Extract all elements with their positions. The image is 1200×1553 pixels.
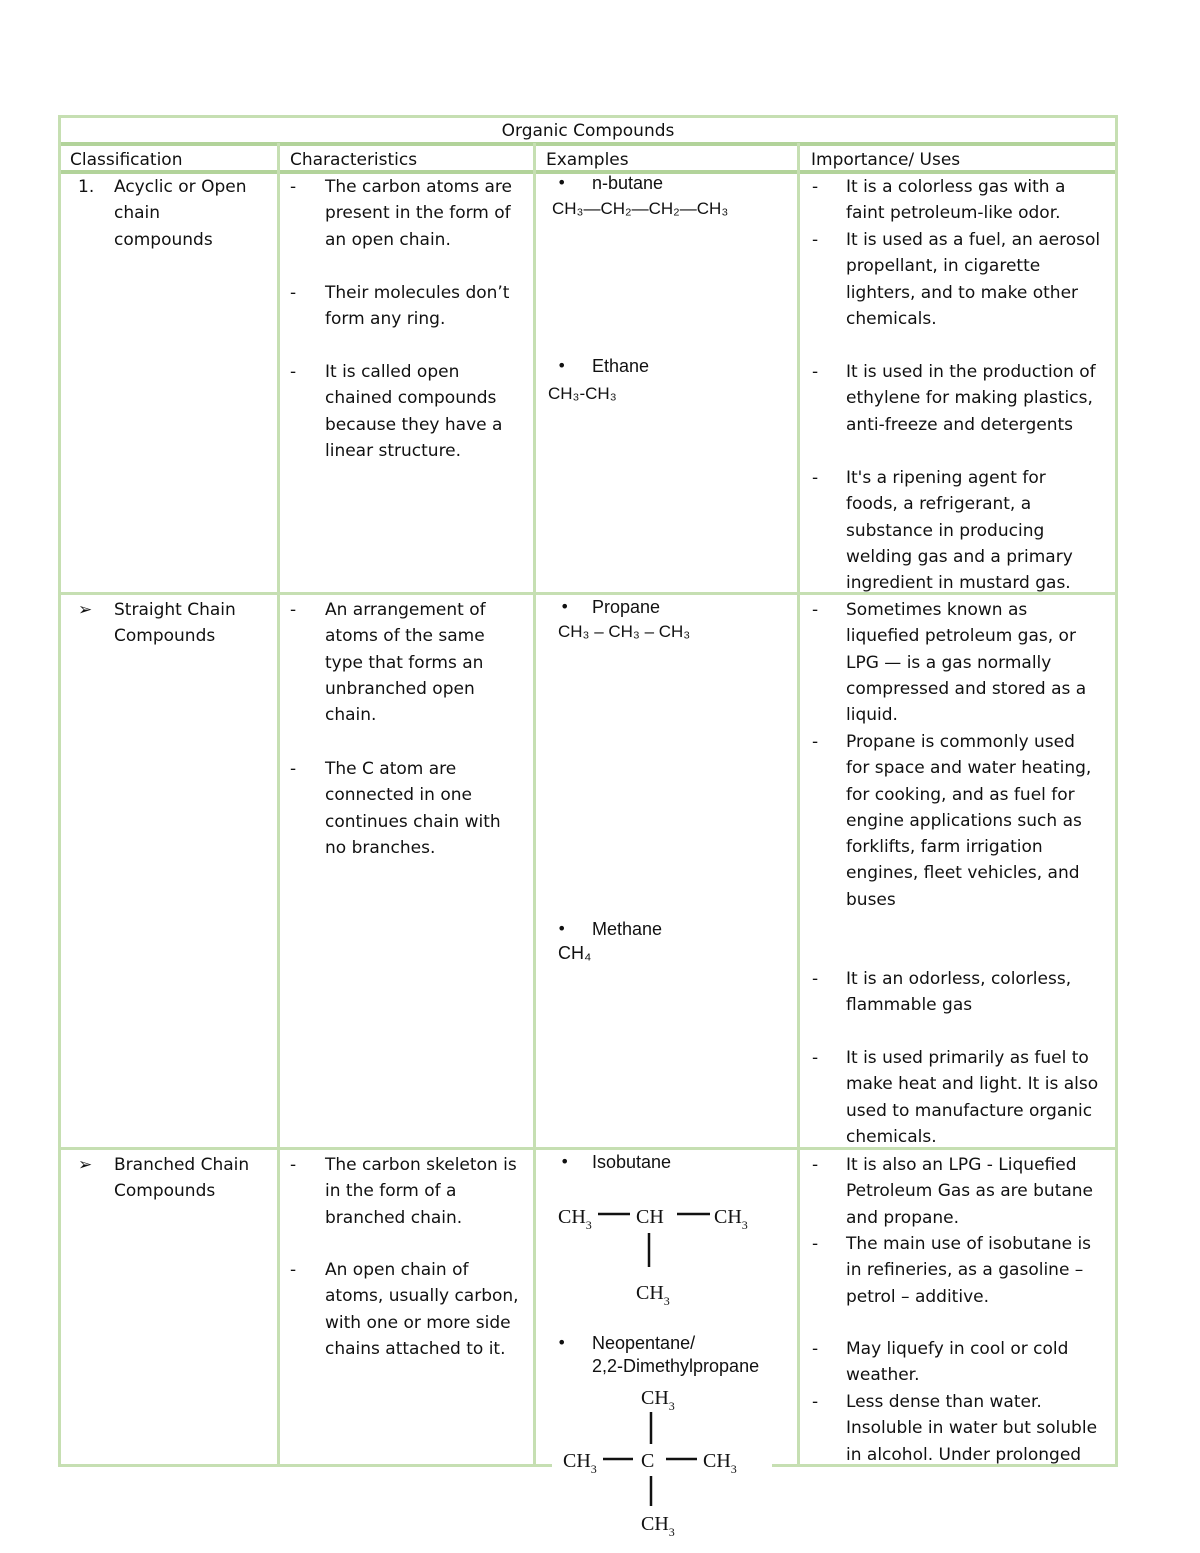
- characteristic-item: [325, 597, 486, 728]
- text-line: used to manufacture organic: [846, 1100, 1093, 1121]
- bullet-icon: •: [560, 1152, 570, 1171]
- classification-text: [114, 1152, 249, 1205]
- text-line: type that forms an: [325, 652, 484, 673]
- border-left: [58, 115, 61, 1467]
- dash-marker: -: [812, 177, 819, 197]
- text-line: Propane is commonly used: [846, 732, 1075, 752]
- text-line: It is used primarily as fuel to: [846, 1048, 1089, 1068]
- classification-line: Branched Chain: [114, 1155, 250, 1175]
- text-line: atoms of the same: [325, 626, 485, 647]
- text-line: linear structure.: [325, 440, 462, 461]
- characteristic-item: [325, 280, 509, 333]
- dash-marker: -: [812, 969, 819, 989]
- text-line: branched chain.: [325, 1207, 463, 1228]
- use-item: [846, 1231, 1091, 1310]
- classification-line: Straight Chain: [114, 600, 236, 620]
- header-importance: Importance/ Uses: [811, 150, 961, 170]
- text-line: It is used as a fuel, an aerosol: [846, 230, 1101, 250]
- text-line: with one or more side: [325, 1312, 511, 1333]
- text-line: present in the form of: [325, 203, 511, 224]
- dash-marker: -: [290, 1155, 297, 1175]
- table-title: Organic Compounds: [501, 121, 675, 141]
- bullet-icon: •: [557, 173, 567, 192]
- arrow-bullet-icon: ➢: [78, 600, 93, 620]
- text-line: The main use of isobutane is: [846, 1234, 1092, 1254]
- characteristic-item: [325, 1152, 517, 1231]
- use-item: [846, 597, 1086, 728]
- text-line: foods, a refrigerant, a: [846, 494, 1032, 515]
- text-line: form any ring.: [325, 309, 446, 330]
- bullet-icon: •: [560, 597, 570, 616]
- ch3-group: $CH_3$: [563, 1450, 597, 1476]
- text-line: substance in producing: [846, 520, 1045, 541]
- text-line: chained compounds: [325, 388, 497, 409]
- text-line: continues chain with: [325, 811, 501, 832]
- header-classification: Classification: [70, 150, 183, 170]
- dash-marker: -: [812, 1392, 819, 1412]
- classification-line: compounds: [114, 229, 213, 250]
- characteristic-item: [325, 174, 512, 253]
- text-line: anti-freeze and detergents: [846, 414, 1074, 435]
- text-line: It is a colorless gas with a: [846, 177, 1066, 197]
- dash-marker: -: [812, 230, 819, 250]
- text-line: in the form of a: [325, 1181, 457, 1202]
- dash-marker: -: [812, 1234, 819, 1254]
- text-line: The C atom are: [325, 759, 457, 779]
- characteristic-item: [325, 756, 501, 861]
- text-line: for space and water heating,: [846, 758, 1092, 779]
- text-line: It is an odorless, colorless,: [846, 969, 1072, 989]
- classification-line: Compounds: [114, 1181, 216, 1202]
- text-line: Their molecules don’t: [325, 283, 510, 303]
- text-line: weather.: [846, 1365, 920, 1386]
- use-item: [846, 359, 1096, 438]
- example-name: Neopentane/: [592, 1333, 696, 1353]
- use-item: [846, 1336, 1068, 1389]
- dash-marker: -: [812, 362, 819, 382]
- text-line: chains attached to it.: [325, 1338, 506, 1359]
- ch3-group: $CH_3$: [641, 1513, 675, 1539]
- dash-marker: -: [290, 283, 297, 303]
- text-line: chemicals.: [846, 1126, 937, 1147]
- ch-group: CH: [636, 1206, 664, 1228]
- text-line: liquid.: [846, 705, 898, 726]
- ch3-group: $CH_3$: [636, 1282, 670, 1308]
- text-line: for cooking, and as fuel for: [846, 784, 1075, 805]
- use-item: [846, 1152, 1093, 1231]
- ch3-group: $CH_3$: [714, 1206, 748, 1232]
- dash-marker: -: [812, 600, 819, 620]
- example-name: n-butane: [592, 173, 664, 193]
- example-name: Ethane: [592, 356, 650, 376]
- dash-marker: -: [812, 1048, 819, 1068]
- col-divider-2: [533, 143, 536, 1467]
- example-name-line2: 2,2-Dimethylpropane: [592, 1356, 760, 1376]
- text-line: atoms, usually carbon,: [325, 1286, 519, 1307]
- example-formula: CH₄: [558, 943, 592, 963]
- use-item: [846, 174, 1065, 227]
- text-line: Insoluble in water but soluble: [846, 1418, 1098, 1439]
- ch3-group: $CH_3$: [558, 1206, 592, 1232]
- text-line: chain.: [325, 705, 377, 726]
- text-line: The carbon skeleton is: [325, 1155, 517, 1175]
- text-line: an open chain.: [325, 229, 451, 250]
- use-item: [846, 1045, 1098, 1150]
- example-formula: CH₃—CH₂—CH₂—CH₃: [552, 199, 729, 218]
- text-line: faint petroleum-like odor.: [846, 203, 1061, 224]
- use-item: [846, 1389, 1097, 1468]
- bullet-icon: •: [557, 356, 567, 375]
- text-line: flammable gas: [846, 995, 973, 1016]
- dash-marker: -: [290, 600, 297, 620]
- text-line: chemicals.: [846, 308, 937, 329]
- list-number: 1.: [78, 177, 95, 197]
- text-line: engines, fleet vehicles, and: [846, 863, 1080, 884]
- ch3-group: $CH_3$: [641, 1387, 675, 1413]
- characteristic-item: [325, 359, 502, 464]
- text-line: buses: [846, 889, 896, 910]
- use-item: [846, 729, 1091, 913]
- c-atom: C: [641, 1450, 655, 1472]
- use-item: [846, 966, 1071, 1019]
- text-line: in refineries, as a gasoline –: [846, 1260, 1084, 1281]
- text-line: It is called open: [325, 362, 460, 382]
- text-line: Sometimes known as: [846, 600, 1028, 620]
- text-line: Less dense than water.: [846, 1392, 1042, 1412]
- example-name: Propane: [592, 597, 661, 617]
- classification-line: Acyclic or Open: [114, 177, 247, 197]
- text-line: lighters, and to make other: [846, 282, 1079, 303]
- text-line: unbranched open: [325, 678, 475, 699]
- text-line: engine applications such as: [846, 810, 1082, 831]
- bullet-icon: •: [557, 1333, 567, 1352]
- col-divider-3: [797, 143, 800, 1467]
- text-line: liquefied petroleum gas, or: [846, 626, 1076, 647]
- classification-line: chain: [114, 203, 161, 224]
- text-line: May liquefy in cool or cold: [846, 1339, 1069, 1359]
- characteristic-item: [325, 1257, 519, 1362]
- text-line: propellant, in cigarette: [846, 256, 1041, 277]
- text-line: ethylene for making plastics,: [846, 388, 1093, 409]
- text-line: Petroleum Gas as are butane: [846, 1181, 1094, 1202]
- text-line: It is also an LPG - Liquefied: [846, 1155, 1077, 1175]
- dash-marker: -: [290, 362, 297, 382]
- dash-marker: -: [290, 177, 297, 197]
- use-item: [846, 227, 1100, 332]
- text-line: An open chain of: [325, 1260, 469, 1280]
- text-line: and propane.: [846, 1207, 960, 1228]
- classification-text: [114, 174, 246, 253]
- dash-marker: -: [812, 1155, 819, 1175]
- classification-text: [114, 597, 236, 650]
- text-line: It's a ripening agent for: [846, 468, 1046, 488]
- ch3-group: $CH_3$: [703, 1450, 737, 1476]
- header-characteristics: Characteristics: [290, 150, 418, 170]
- text-line: forklifts, farm irrigation: [846, 837, 1043, 858]
- text-line: The carbon atoms are: [325, 177, 512, 197]
- text-line: because they have a: [325, 414, 503, 435]
- neopentane-structure: [555, 1382, 765, 1542]
- col-divider-1: [277, 143, 280, 1467]
- header-examples: Examples: [546, 150, 629, 170]
- classification-line: Compounds: [114, 626, 216, 647]
- text-line: make heat and light. It is also: [846, 1074, 1099, 1095]
- text-line: An arrangement of: [325, 600, 486, 620]
- text-line: compressed and stored as a: [846, 678, 1087, 699]
- text-line: ingredient in mustard gas.: [846, 573, 1071, 594]
- isobutane-structure: [550, 1195, 770, 1315]
- text-line: connected in one: [325, 785, 472, 806]
- use-item: [846, 465, 1073, 596]
- text-line: LPG — is a gas normally: [846, 652, 1052, 673]
- text-line: petrol – additive.: [846, 1286, 989, 1307]
- text-line: welding gas and a primary: [846, 546, 1073, 567]
- border-right: [1115, 115, 1118, 1467]
- dash-marker: -: [290, 759, 297, 779]
- text-line: no branches.: [325, 837, 436, 858]
- text-line: in alcohol. Under prolonged: [846, 1444, 1082, 1465]
- example-formula: CH₃ – CH₃ – CH₃: [558, 622, 691, 641]
- dash-marker: -: [290, 1260, 297, 1280]
- dash-marker: -: [812, 468, 819, 488]
- bullet-icon: •: [557, 919, 567, 938]
- arrow-bullet-icon: ➢: [78, 1155, 93, 1175]
- example-formula: CH₃-CH₃: [548, 384, 617, 403]
- text-line: It is used in the production of: [846, 362, 1096, 382]
- dash-marker: -: [812, 1339, 819, 1359]
- dash-marker: -: [812, 732, 819, 752]
- example-name: Methane: [592, 919, 663, 939]
- example-name: Isobutane: [592, 1152, 672, 1172]
